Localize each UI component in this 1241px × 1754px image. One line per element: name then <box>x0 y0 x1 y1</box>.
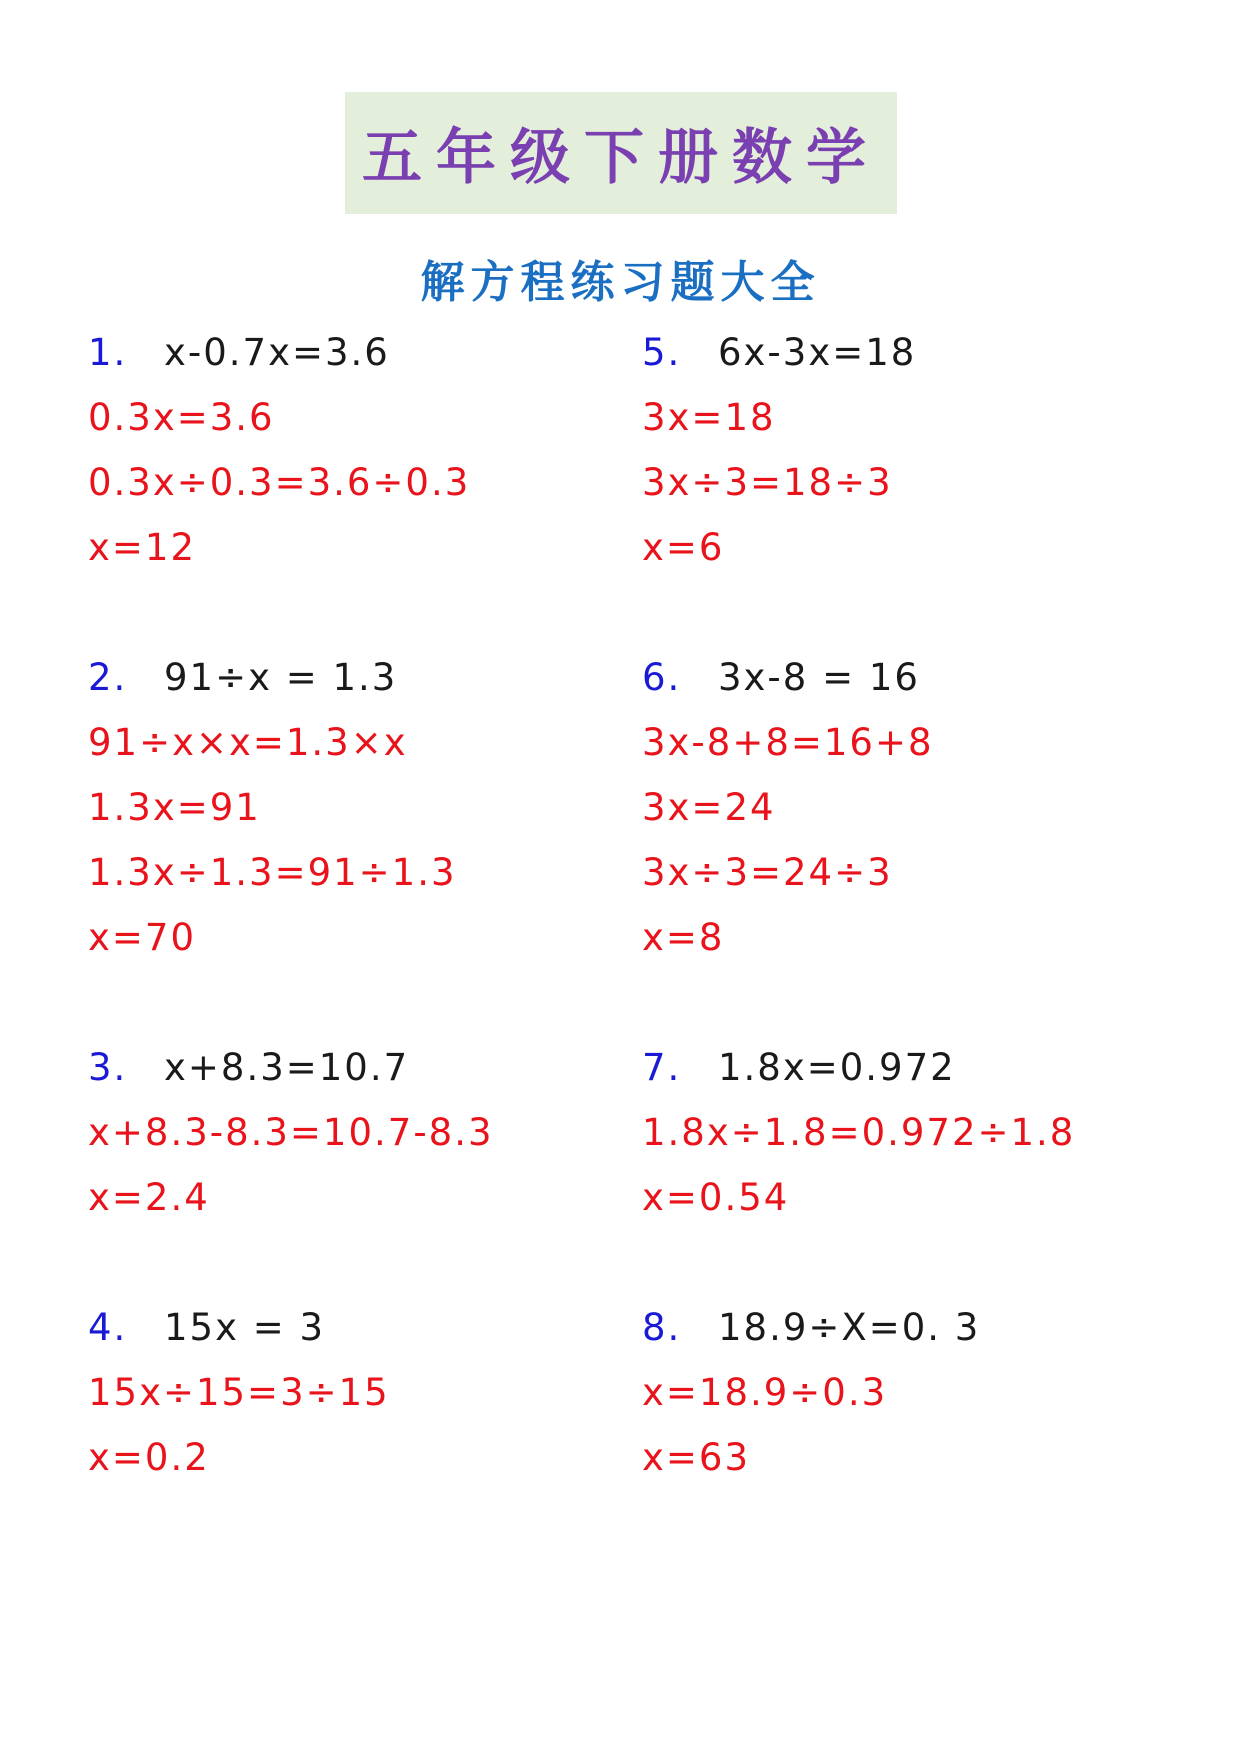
problem-5 <box>642 320 1162 580</box>
problem-number: 6. <box>642 656 682 699</box>
solution-step: 91÷x×x=1.3×x <box>88 721 408 764</box>
solution-step: 1.8x÷1.8=0.972÷1.8 <box>642 1111 1076 1154</box>
problem-number: 8. <box>642 1306 682 1349</box>
solution-step: 0.3x÷0.3=3.6÷0.3 <box>88 461 471 504</box>
page-title: 五年级下册数学 <box>362 123 880 193</box>
solution-step: 3x÷3=18÷3 <box>642 461 893 504</box>
solution-step: 1.3x=91 <box>88 786 261 829</box>
solution-step: x=8 <box>642 916 725 959</box>
problem-7 <box>642 1035 1162 1230</box>
solution-step: x=63 <box>642 1436 750 1479</box>
problem-number: 3. <box>88 1046 128 1089</box>
solution-step: 0.3x=3.6 <box>88 396 275 439</box>
problem-number: 5. <box>642 331 682 374</box>
problem-8 <box>642 1295 1162 1490</box>
problem-3 <box>88 1035 608 1230</box>
solution-step: 3x=18 <box>642 396 776 439</box>
solution-step: 3x÷3=24÷3 <box>642 851 893 894</box>
problem-equation: 91÷x = 1.3 <box>164 656 398 699</box>
solution-step: 3x-8+8=16+8 <box>642 721 934 764</box>
problem-equation: x-0.7x=3.6 <box>164 331 390 374</box>
problem-equation: 3x-8 = 16 <box>718 656 920 699</box>
problem-number: 4. <box>88 1306 128 1349</box>
problem-equation: 6x-3x=18 <box>718 331 917 374</box>
solution-step: 15x÷15=3÷15 <box>88 1371 390 1414</box>
solution-step: x=0.54 <box>642 1176 790 1219</box>
problem-4 <box>88 1295 608 1490</box>
problem-equation: 18.9÷X=0. 3 <box>718 1306 981 1349</box>
solution-step: x=0.2 <box>88 1436 210 1479</box>
solution-step: x=70 <box>88 916 196 959</box>
problem-1 <box>88 320 608 580</box>
problem-number: 1. <box>88 331 128 374</box>
problem-number: 2. <box>88 656 128 699</box>
solution-step: x=12 <box>88 526 196 569</box>
solution-step: x+8.3-8.3=10.7-8.3 <box>88 1111 494 1154</box>
problem-equation: 1.8x=0.972 <box>718 1046 956 1089</box>
problem-2 <box>88 645 608 970</box>
problem-equation: x+8.3=10.7 <box>164 1046 410 1089</box>
solution-step: x=2.4 <box>88 1176 210 1219</box>
page-subtitle: 解方程练习题大全 <box>420 257 821 308</box>
solution-step: 1.3x÷1.3=91÷1.3 <box>88 851 457 894</box>
solution-step: 3x=24 <box>642 786 776 829</box>
solution-step: x=18.9÷0.3 <box>642 1371 888 1414</box>
problem-number: 7. <box>642 1046 682 1089</box>
solution-step: x=6 <box>642 526 725 569</box>
problem-6 <box>642 645 1162 970</box>
title-banner <box>345 92 897 214</box>
problem-equation: 15x = 3 <box>164 1306 326 1349</box>
